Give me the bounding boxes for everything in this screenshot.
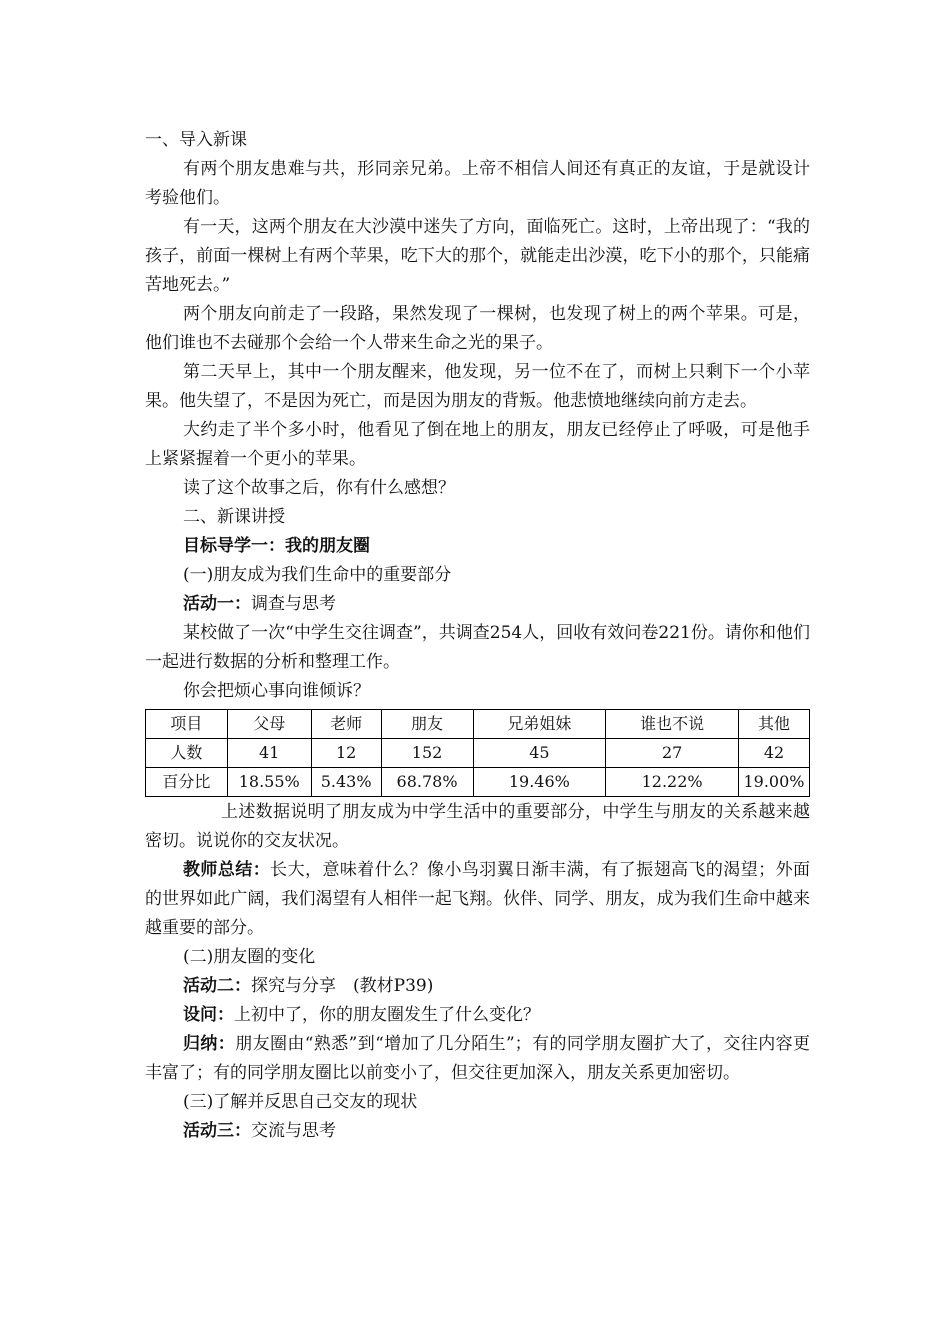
table-cell: 45	[473, 739, 606, 768]
question-text: 上初中了，你的朋友圈发生了什么变化？	[234, 1005, 540, 1025]
activity-line	[145, 590, 810, 619]
table-cell: 19.00%	[739, 768, 810, 797]
table-cell: 12.22%	[606, 768, 739, 797]
table-row	[146, 710, 810, 739]
story-paragraph: 两个朋友向前走了一段路，果然发现了一棵树，也发现了树上的两个苹果。可是，他们谁也不去碰那个会给一个人带来生命之光的果子。	[145, 304, 810, 353]
table-row	[146, 739, 810, 768]
survey-table	[145, 709, 810, 797]
story-paragraph: 有一天，这两个朋友在大沙漠中迷失了方向，面临死亡。这时，上帝出现了：“我的孩子，前面一棵树上有两个苹果，吃下大的那个，就能走出沙漠，吃下小的那个，只能痛苦地死去。”	[145, 217, 810, 295]
table-cell: 152	[381, 739, 473, 768]
reflection-question: 读了这个故事之后，你有什么感想？	[183, 478, 455, 498]
question-line	[145, 1001, 810, 1030]
activity-line	[145, 1117, 810, 1146]
table-cell: 百分比	[146, 768, 228, 797]
table-cell: 老师	[311, 710, 381, 739]
document-page	[145, 126, 810, 1146]
table-cell: 其他	[739, 710, 810, 739]
table-cell: 41	[227, 739, 311, 768]
subsection-heading: (二)朋友圈的变化	[183, 947, 316, 967]
table-cell: 12	[311, 739, 381, 768]
summary-text: 长大，意味着什么？像小鸟羽翼日渐丰满，有了振翅高飞的渴望；外面的世界如此广阔，我们渴望有人相伴一起飞翔。伙伴、同学、朋友，成为我们生命中越来越重要的部分。	[145, 860, 811, 938]
table-cell: 18.55%	[227, 768, 311, 797]
summary-paragraph	[145, 856, 810, 943]
section-heading-intro: 一、导入新课	[145, 130, 247, 150]
activity-line	[145, 972, 810, 1001]
activity-text: 探究与分享 (教材P39)	[251, 976, 434, 996]
table-cell: 42	[739, 739, 810, 768]
story-paragraph: 大约走了半个多小时，他看见了倒在地上的朋友，朋友已经停止了呼吸，可是他手上紧紧握着一个更小的苹果。	[145, 420, 810, 469]
survey-question: 你会把烦心事向谁倾诉？	[183, 681, 370, 701]
analysis-paragraph: 上述数据说明了朋友成为中学生活中的重要部分，中学生与朋友的关系越来越密切。说说你的交友状况。	[145, 802, 810, 851]
subsection-heading: (一)朋友成为我们生命中的重要部分	[183, 565, 452, 585]
summary-label: 教师总结：	[183, 860, 271, 880]
section-heading-lecture: 二、新课讲授	[183, 507, 285, 527]
activity-text: 交流与思考	[251, 1121, 336, 1141]
table-cell: 朋友	[381, 710, 473, 739]
table-cell: 5.43%	[311, 768, 381, 797]
story-paragraph: 第二天早上，其中一个朋友醒来，他发现，另一位不在了，而树上只剩下一个小苹果。他失望了，不是因为死亡，而是因为朋友的背叛。他悲愤地继续向前方走去。	[145, 362, 810, 411]
subsection-heading: (三)了解并反思自己交友的现状	[183, 1092, 418, 1112]
table-cell: 兄弟姐妹	[473, 710, 606, 739]
table-cell: 人数	[146, 739, 228, 768]
activity-label: 活动一：	[183, 594, 251, 614]
story-paragraph: 有两个朋友患难与共，形同亲兄弟。上帝不相信人间还有真正的友谊，于是就设计考验他们。	[145, 159, 810, 208]
table-cell: 27	[606, 739, 739, 768]
activity-text: 调查与思考	[251, 594, 336, 614]
table-cell: 父母	[227, 710, 311, 739]
table-cell: 19.46%	[473, 768, 606, 797]
conclusion-text: 朋友圈由“熟悉”到“增加了几分陌生”；有的同学朋友圈扩大了，交往内容更丰富了；有的同学朋友圈比以前变小了，但交往更加深入，朋友关系更加密切。	[145, 1034, 810, 1083]
activity-label: 活动三：	[183, 1121, 251, 1141]
table-row	[146, 768, 810, 797]
conclusion-label: 归纳：	[183, 1034, 236, 1054]
conclusion-paragraph	[145, 1030, 810, 1088]
table-cell: 68.78%	[381, 768, 473, 797]
table-cell: 项目	[146, 710, 228, 739]
goal-heading: 目标导学一：我的朋友圈	[183, 536, 370, 556]
survey-description: 某校做了一次“中学生交往调查”，共调查254人，回收有效问卷221份。请你和他们一起进行数据的分析和整理工作。	[145, 623, 810, 672]
question-label: 设问：	[183, 1005, 234, 1025]
table-cell: 谁也不说	[606, 710, 739, 739]
activity-label: 活动二：	[183, 976, 251, 996]
